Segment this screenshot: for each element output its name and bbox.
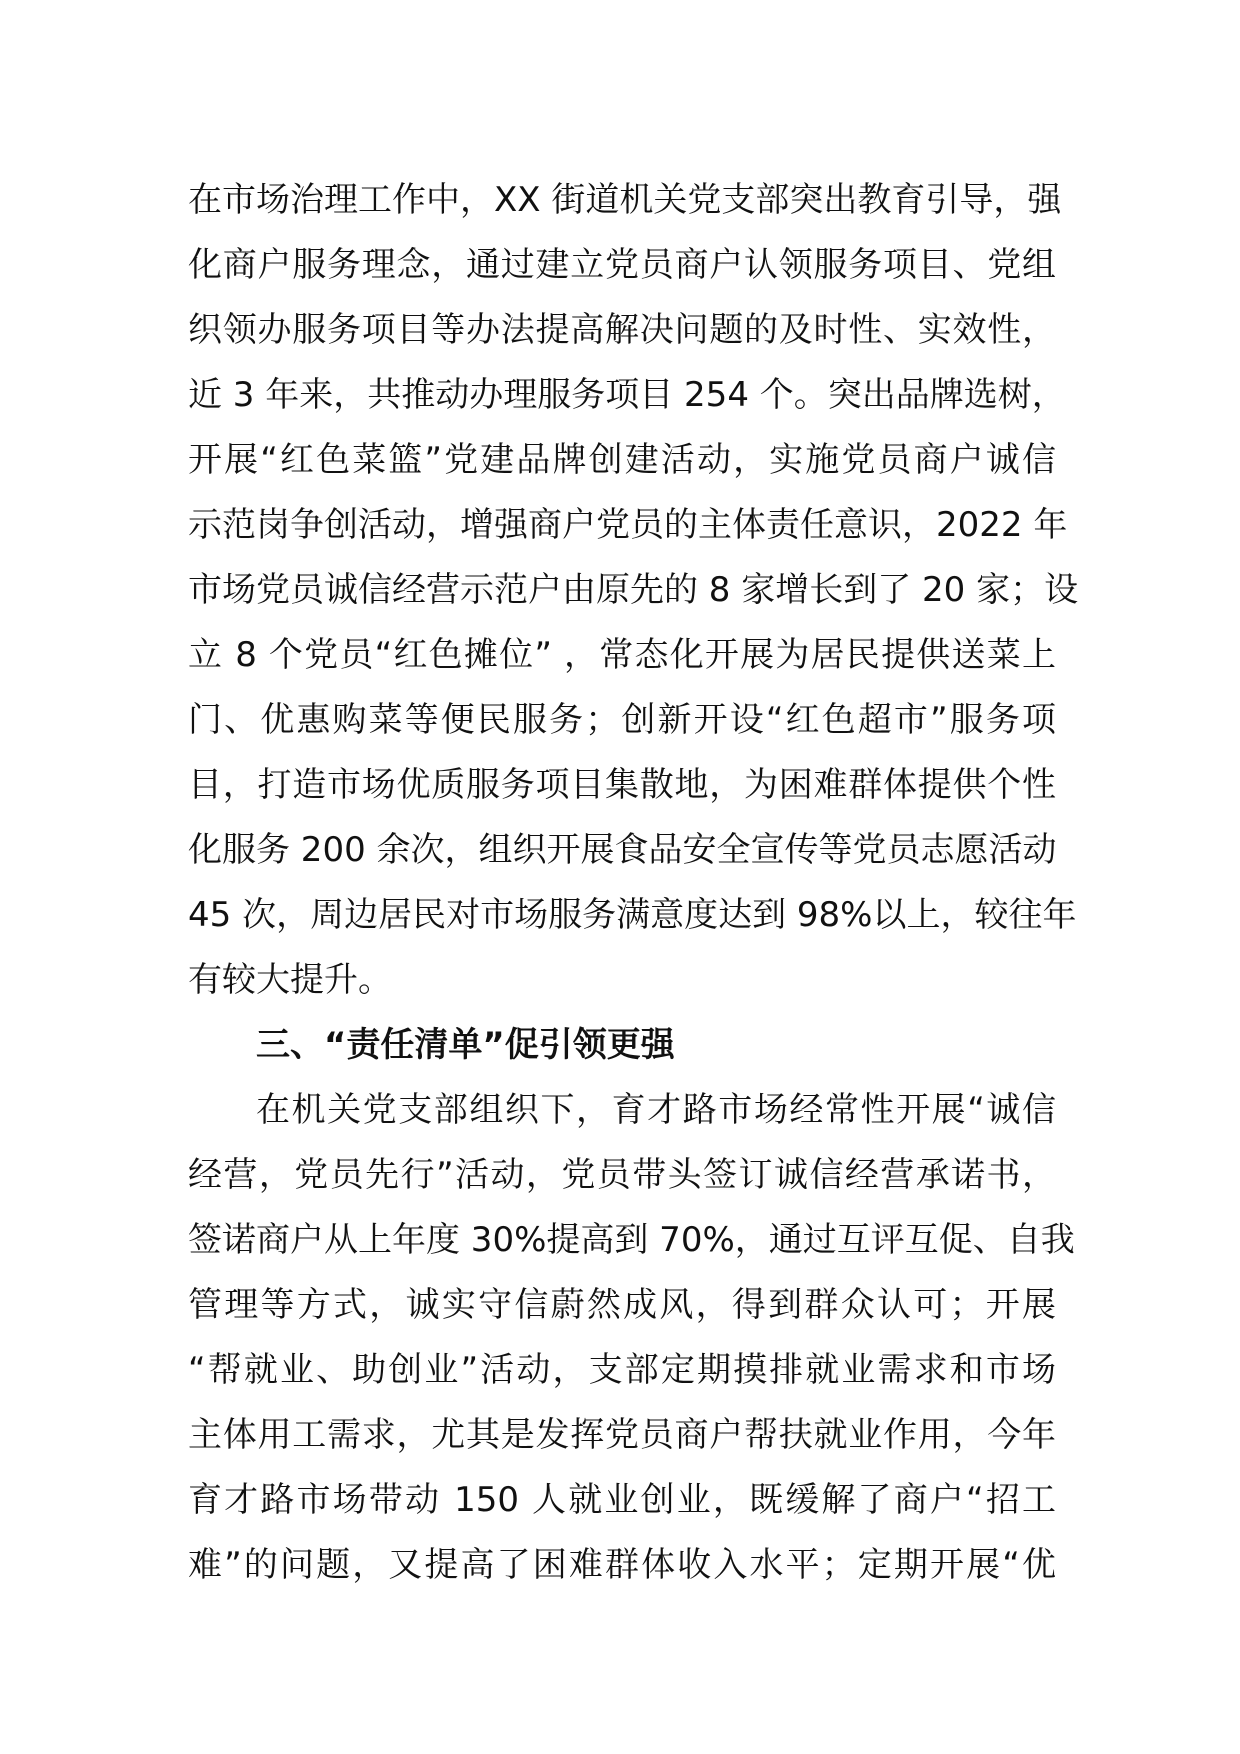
text-line: 化服务 200 余次，组织开展食品安全宣传等党员志愿活动 [188, 830, 1057, 870]
text-line: 45 次，周边居民对市场服务满意度达到 98%以上，较往年 [188, 895, 1077, 935]
text-line: 经营，党员先行”活动，党员带头签订诚信经营承诺书， [188, 1155, 1056, 1195]
text-line: “帮就业、助创业”活动，支部定期摸排就业需求和市场 [188, 1350, 1056, 1390]
text-line: 门、优惠购菜等便民服务；创新开设“红色超市”服务项 [188, 700, 1056, 740]
paragraph-responsibility-list [188, 1078, 1075, 1598]
text-line: 立 8 个党员“红色摊位” ，常态化开展为居民提供送菜上 [188, 635, 1056, 675]
text-line: 在市场治理工作中，XX 街道机关党支部突出教育引导，强 [188, 180, 1062, 220]
text-line: 近 3 年来，共推动办理服务项目 254 个。突出品牌选树， [188, 375, 1066, 415]
document-body [188, 168, 1079, 1598]
text-line: 在机关党支部组织下，育才路市场经常性开展“诚信 [256, 1090, 1056, 1130]
text-line: 管理等方式，诚实守信蔚然成风，得到群众认可；开展 [188, 1285, 1056, 1325]
text-line: 目，打造市场优质服务项目集散地，为困难群体提供个性 [188, 765, 1056, 805]
text-line: 难”的问题，又提高了困难群体收入水平；定期开展“优 [188, 1545, 1056, 1585]
text-line: 织领办服务项目等办法提高解决问题的及时性、实效性， [188, 310, 1056, 350]
text-line: 市场党员诚信经营示范户由原先的 8 家增长到了 20 家；设 [188, 570, 1079, 610]
text-line: 育才路市场带动 150 人就业创业，既缓解了商户“招工 [188, 1480, 1056, 1520]
text-line: 开展“红色菜篮”党建品牌创建活动，实施党员商户诚信 [188, 440, 1056, 480]
text-line: 主体用工需求，尤其是发挥党员商户帮扶就业作用，今年 [188, 1415, 1056, 1455]
section-heading: 三、“责任清单”促引领更强 [256, 1025, 675, 1065]
text-line: 示范岗争创活动，增强商户党员的主体责任意识，2022 年 [188, 505, 1068, 545]
text-line: 化商户服务理念，通过建立党员商户认领服务项目、党组 [188, 245, 1056, 285]
text-line: 签诺商户从上年度 30%提高到 70%，通过互评互促、自我 [188, 1220, 1075, 1260]
text-line: 有较大提升。 [188, 960, 392, 1000]
paragraph-market-governance [188, 168, 1079, 1013]
